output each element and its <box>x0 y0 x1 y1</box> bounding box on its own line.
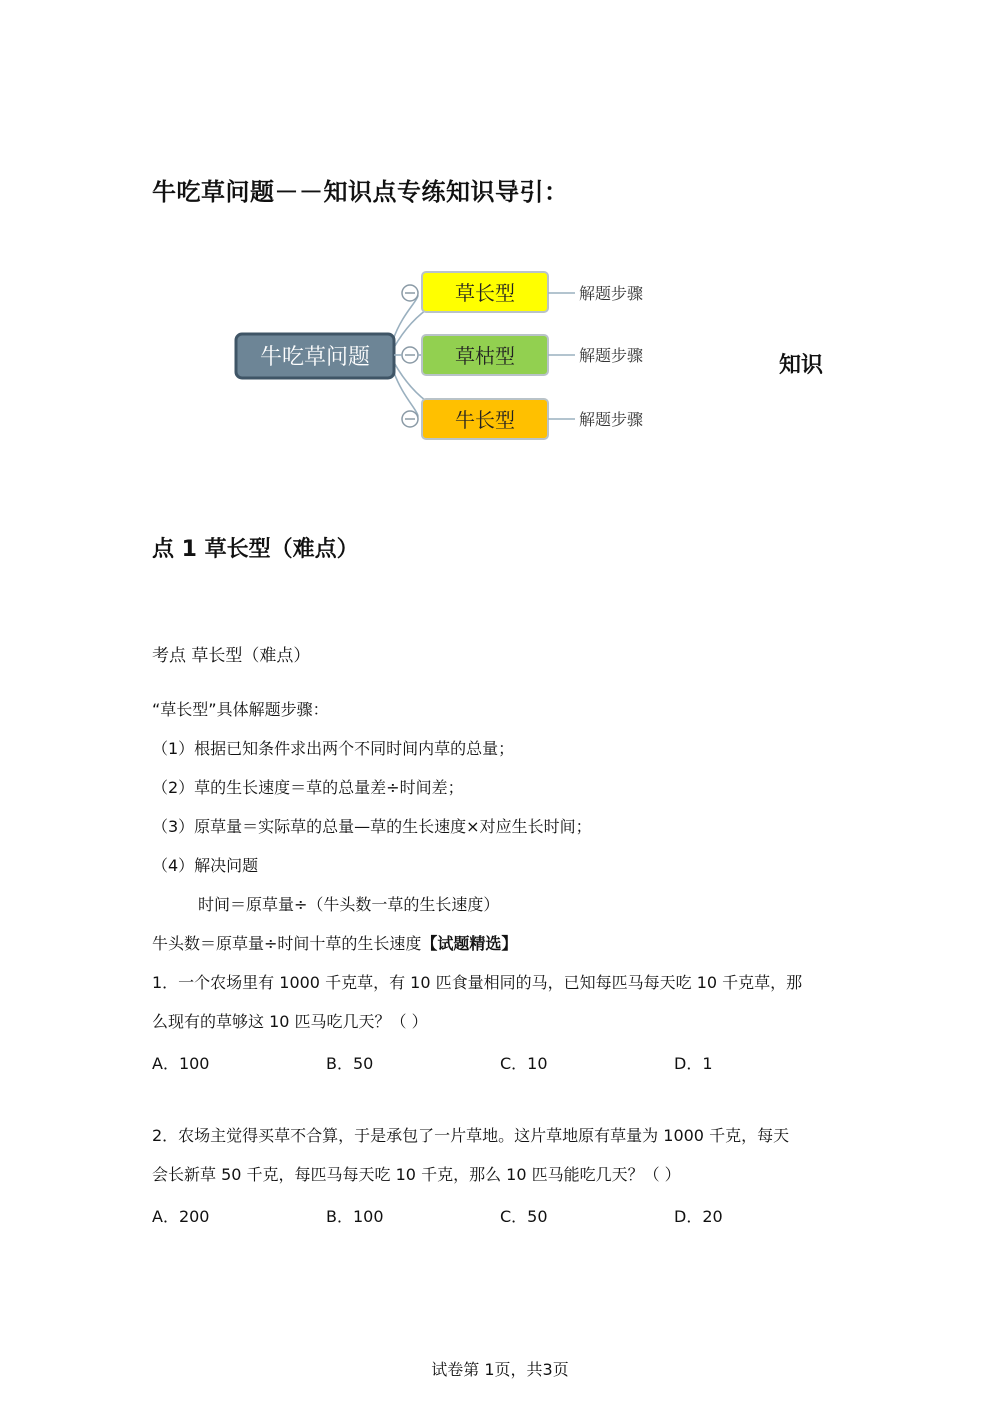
question-1-option-d[interactable]: D．1 <box>674 1054 713 1073</box>
question-1-option-a[interactable]: A．100 <box>152 1054 210 1073</box>
question-2-line-2: 会长新草 50 千克，每匹马每天吃 10 千克，那么 10 匹马能吃几天？（ ） <box>152 1165 681 1184</box>
section-heading: 点 1 草长型（难点） <box>152 537 359 562</box>
mindmap-branch-label: 草长型 <box>455 281 515 305</box>
mindmap-diagram <box>225 260 675 450</box>
formula-time: 时间＝原草量÷（牛头数一草的生长速度） <box>198 895 500 914</box>
page-footer: 试卷第 1页，共3页 <box>431 1360 569 1379</box>
kaodian-line: 考点 草长型（难点） <box>152 646 311 666</box>
page-title: 牛吃草问题－－知识点专练知识导引： <box>152 178 569 206</box>
mindmap-leaf-label: 解题步骤 <box>579 346 644 365</box>
side-label: 知识 <box>779 353 824 378</box>
question-2-option-d[interactable]: D．20 <box>674 1207 723 1226</box>
step-item: （3）原草量＝实际草的总量—草的生长速度×对应生长时间； <box>152 817 592 836</box>
question-1-option-c[interactable]: C．10 <box>500 1054 548 1073</box>
formula-cows: 牛头数＝原草量÷时间十草的生长速度 <box>152 934 422 953</box>
steps-intro: “草长型”具体解题步骤： <box>152 700 329 719</box>
section-tag: 【试题精选】 <box>421 934 518 953</box>
question-2-option-c[interactable]: C．50 <box>500 1207 548 1226</box>
mindmap-center-label: 牛吃草问题 <box>259 345 371 370</box>
mindmap-leaf-label: 解题步骤 <box>579 410 644 429</box>
step-item: （4）解决问题 <box>152 856 259 875</box>
step-item: （2）草的生长速度＝草的总量差÷时间差； <box>152 778 464 797</box>
question-2-line-1: 2．农场主觉得买草不合算，于是承包了一片草地。这片草地原有草量为 1000 千克，每天 <box>152 1126 790 1145</box>
formula-cows-line <box>152 934 517 954</box>
mindmap-branch-label: 草枯型 <box>455 344 515 368</box>
mindmap-branch-label: 牛长型 <box>455 408 515 432</box>
question-2-option-a[interactable]: A．200 <box>152 1207 210 1226</box>
question-2-option-b[interactable]: B．100 <box>326 1207 384 1226</box>
question-1-option-b[interactable]: B．50 <box>326 1054 374 1073</box>
mindmap-leaf-label: 解题步骤 <box>579 284 644 303</box>
step-item: （1）根据已知条件求出两个不同时间内草的总量； <box>152 739 515 758</box>
question-1-line-2: 么现有的草够这 10 匹马吃几天？（ ） <box>152 1012 428 1031</box>
question-1-line-1: 1．一个农场里有 1000 千克草，有 10 匹食量相同的马，已知每匹马每天吃 10 千克草，那 <box>152 973 803 992</box>
